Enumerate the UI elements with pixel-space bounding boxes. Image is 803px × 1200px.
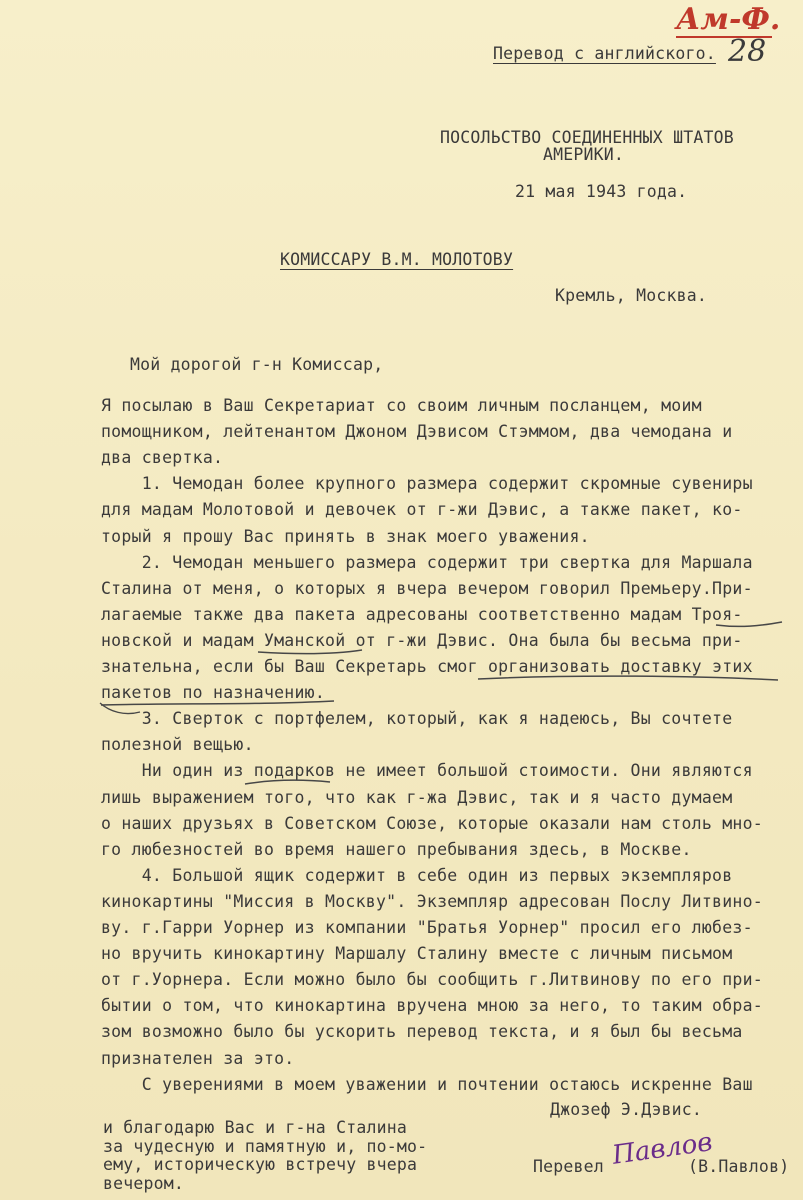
body-line: торый я прошу Вас принять в знак моего уважения.	[101, 526, 590, 546]
body-line: новской и мадам Уманской от г-жи Дэвис. Она была бы весьма при-	[101, 630, 743, 650]
body-line: Сталина от меня, о которых я вчера вечером говорил Премьеру.При-	[101, 578, 753, 598]
underline-troya	[716, 622, 782, 626]
body-line: знательна, если бы Ваш Секретарь смог организовать доставку этих	[101, 657, 753, 676]
body-line: 3. Сверток с портфелем, который, как я надеюсь, Вы сочтете	[101, 709, 733, 729]
postscript-line: вечером.	[103, 1173, 185, 1193]
body-line: бытии о том, что кинокартина вручена мною за него, то таким обра-	[101, 996, 763, 1016]
body-line: 4. Большой ящик содержит в себе один из первых экземпляров	[101, 865, 733, 885]
body-line: лишь выражением того, что как г-жа Дэвис, так и я часто думаем	[101, 787, 733, 807]
salutation: Мой дорогой г-н Комиссар,	[130, 355, 384, 374]
sender-name: Джозеф Э.Дэвис.	[550, 1100, 703, 1119]
body-line: 2. Чемодан меньшего размера содержит три свертка для Маршала	[101, 552, 753, 572]
embassy-name-line2: АМЕРИКИ.	[543, 145, 625, 164]
body-line: кинокартины "Миссия в Москву". Экземпляр адресован Послу Литвино-	[101, 891, 763, 911]
body-line: го любезностей во время нашего пребывания здесь, в Москве.	[101, 839, 692, 859]
body-line: признателен за это.	[101, 1048, 295, 1068]
body-line: для мадам Молотовой и девочек от г-жи Дэвис, а также пакет, ко-	[101, 500, 743, 520]
body-line: ву. г.Гарри Уорнер из компании "Братья Уорнер" просил его любез-	[101, 918, 753, 937]
postscript-line: за чудесную и памятную и, по-мо-	[103, 1136, 428, 1156]
translation-note: Перевод с английского.	[493, 44, 716, 63]
body-line: Ни один из подарков не имеет большой стоимости. Они являются	[101, 761, 753, 781]
body-line: помощником, лейтенантом Джоном Дэвисом Стэммом, два чемодана и	[101, 422, 733, 442]
body-line: лагаемые также два пакета адресованы соответственно мадам Троя-	[101, 604, 743, 624]
letter-date: 21 мая 1943 года.	[515, 182, 688, 201]
body-line: пакетов по назначению.	[101, 683, 326, 703]
embassy-name-line1: ПОСОЛЬСТВО СОЕДИНЕННЫХ ШТАТОВ	[440, 128, 734, 147]
archive-corner-mark: Ам-Ф.	[676, 2, 781, 37]
addressee-name: КОМИССАРУ В.М. МОЛОТОВУ	[280, 250, 514, 269]
body-line: Я посылаю в Ваш Секретариат со своим личным посланцем, моим	[101, 396, 702, 415]
translator-name: (В.Павлов)	[688, 1157, 790, 1176]
translator-label: Перевел	[533, 1157, 604, 1176]
underline-organize	[478, 676, 778, 680]
underline-gifts	[245, 780, 330, 784]
handwritten-page-number: 28	[728, 34, 767, 69]
body-line: зом возможно было бы ускорить перевод текста, и я был бы весьма	[101, 1022, 743, 1042]
body-line: 1. Чемодан более крупного размера содержит скромные сувениры	[101, 474, 753, 494]
underline-umanskoy	[258, 650, 362, 654]
body-line: но вручить кинокартину Маршалу Сталину вместе с личным письмом	[101, 944, 733, 964]
translator-signature: Павлов	[610, 1127, 715, 1171]
body-line: два свертка.	[101, 448, 224, 468]
addressee-location: Кремль, Москва.	[555, 286, 708, 305]
body-line: о наших друзьях в Советском Союзе, которые оказали нам столь мно-	[101, 813, 763, 833]
underline-packages	[101, 701, 334, 705]
body-line: С уверениями в моем уважении и почтении остаюсь искренне Ваш	[101, 1074, 753, 1094]
postscript-line: ему, историческую встречу вчера	[103, 1155, 418, 1174]
body-line: полезной вещью.	[101, 735, 254, 755]
postscript-line: и благодарю Вас и г-на Сталина	[103, 1118, 408, 1137]
body-line: от г.Уорнера. Если можно было бы сообщить г.Литвинову по его при-	[101, 970, 763, 990]
